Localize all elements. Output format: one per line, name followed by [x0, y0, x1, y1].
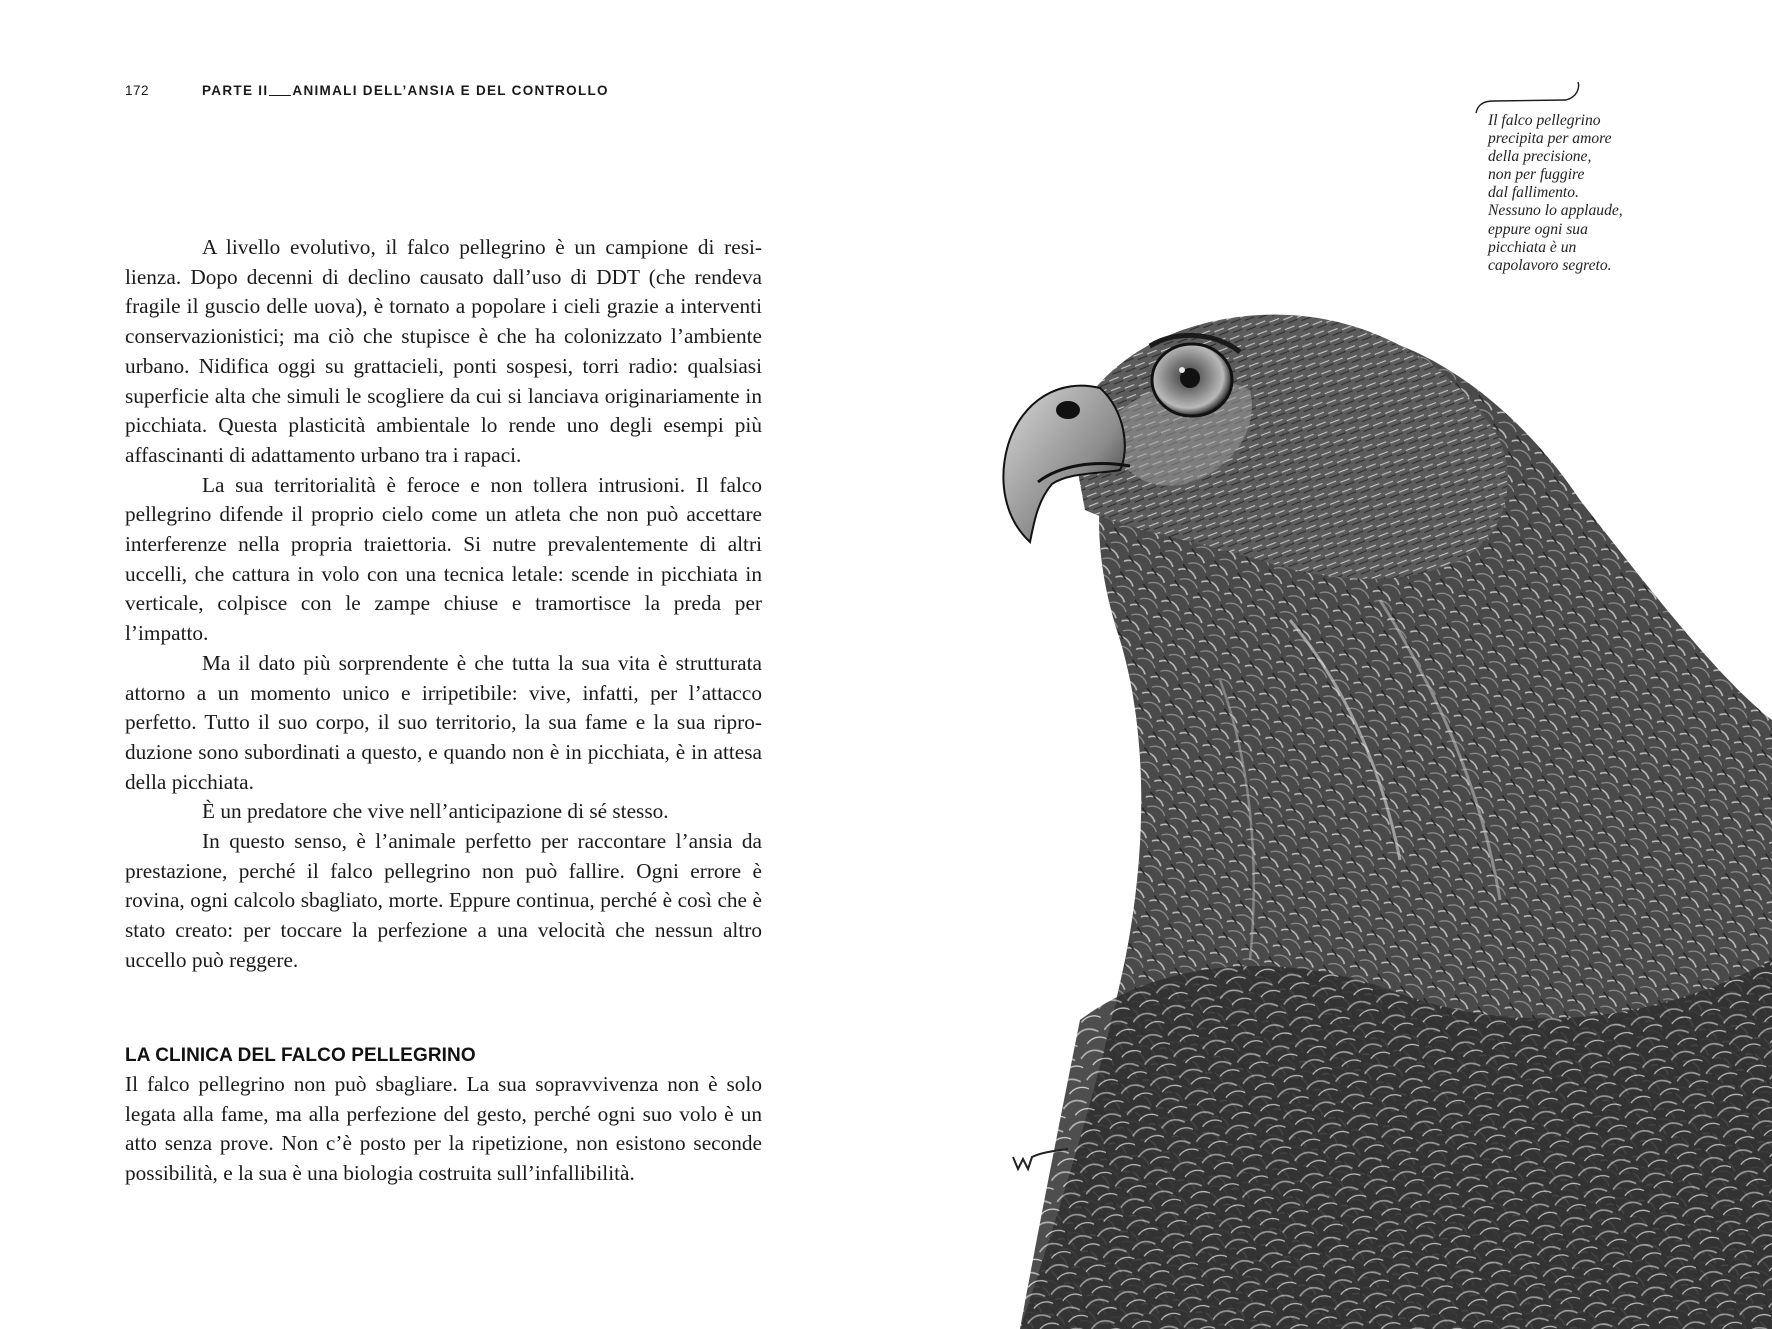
sidenote-line: eppure ogni sua: [1488, 220, 1588, 238]
sidenote-line: Nessuno lo applaude,: [1488, 202, 1623, 220]
peregrine-falcon-drawing-icon: [960, 260, 1772, 1329]
artist-signature-icon: [1010, 1145, 1070, 1175]
body-paragraph: Ma il dato più sorprendente è che tutta la sua vita è strutturata attorno a un momento unico e irripetibile: vive, infatti, per l’attacco perfetto. Tutto il suo corpo, il suo territorio, la sua fame e la sua riproduzione sono subordinati a questo, e quando non è in picchiata, è in attesa della picchiata.: [125, 650, 762, 794]
section-label: ANIMALI DELL’ANSIA E DEL CONTROLLO: [292, 82, 609, 98]
sidenote-line: non per fuggire: [1488, 166, 1585, 184]
body-paragraph: La sua territorialità è feroce e non tollera intrusioni. Il falco pellegrino difende il proprio cielo come un atleta che non può accettare interferenze nella propria traiettoria. Si nutre prevalentemente di altri uccelli, che cattura in volo con una tecnica letale: scende in picchiata in verticale, colpisce con le zampe chiuse e tramortisce la preda per l’impatto.: [125, 472, 762, 646]
body-text: [125, 233, 762, 976]
part-label: PARTE II: [202, 82, 269, 98]
subsection-heading: LA CLINICA DEL FALCO PELLEGRINO: [125, 1045, 476, 1066]
sidenote-line: Il falco pellegrino: [1488, 112, 1601, 129]
body-paragraph: A livello evolutivo, il falco pellegrino è un campione di resilienza. Dopo decenni di declino causato dall’uso di DDT (che rendeva fragile il guscio delle uova), è tornato a popolare i cieli grazie a interventi conservazionistici; ma ciò che stupisce è che ha colonizzato l’ambiente urbano. Nidifica oggi su grattacieli, ponti sospesi, torri radio: qualsiasi superficie alta che simuli le scogliere da cui si lanciava originariamente in picchiata. Questa plasticità ambientale lo rende uno degli esempi più affascinanti di adattamento urbano tra i rapaci.: [125, 235, 762, 467]
page-number: 172: [125, 82, 150, 98]
sidenote-line: della precisione,: [1488, 148, 1592, 166]
body-paragraph: In questo senso, è l’animale perfetto per raccontare l’ansia da prestazione, perché il falco pellegrino non può fallire. Ogni errore è rovina, ogni calcolo sbagliato, morte. Eppure continua, perché è così che è stato creato: per toccare la perfezione a una velocità che nessun altro uccello può reggere.: [125, 829, 762, 972]
sidenote-line: precipita per amore: [1488, 130, 1612, 148]
body-paragraph: Il falco pellegrino non può sbagliare. La sua sopravvivenza non è solo legata alla fame, ma alla perfezione del gesto, perché ogni suo volo è un atto senza prove. Non c’è posto per la ripetizione, non esistono seconde possibilità, e la sua è una biologia costruita sull’infallibilità.: [125, 1072, 762, 1186]
sidenote-line: capolavoro segreto.: [1488, 256, 1612, 274]
sidenote-line: picchiata è un: [1488, 238, 1577, 256]
sidenote-line: dal fallimento.: [1488, 184, 1579, 202]
body-paragraph: È un predatore che vive nell’anticipazione di sé stesso.: [202, 799, 669, 824]
subsection-body: [125, 1070, 762, 1189]
running-head: [125, 80, 609, 100]
running-head-rule: [269, 95, 291, 96]
sidenote: [1488, 112, 1658, 275]
